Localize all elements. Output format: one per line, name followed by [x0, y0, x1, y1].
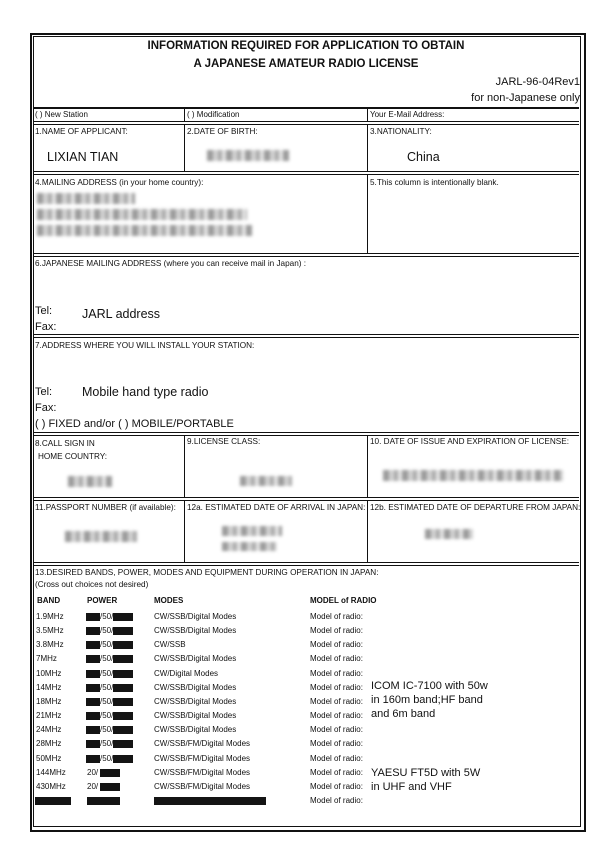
model-of-radio-label: Model of radio:	[310, 711, 363, 720]
issue-expiry-redacted	[383, 470, 563, 481]
power-cell: /50/	[100, 697, 114, 706]
power-redacted	[86, 670, 100, 678]
modes-cell: CW/SSB/FM/Digital Modes	[154, 768, 251, 777]
band-cell: 18MHz	[36, 697, 62, 706]
modes-cell: CW/SSB/FM/Digital Modes	[154, 782, 251, 791]
for-non-japanese-note: for non-Japanese only	[471, 92, 580, 104]
model-of-radio-label: Model of radio:	[310, 697, 363, 706]
modes-cell: CW/SSB/Digital Modes	[154, 697, 237, 706]
power-redacted	[113, 641, 133, 649]
model-of-radio-label: Model of radio:	[310, 626, 363, 635]
nationality-label: 3.NATIONALITY:	[370, 127, 432, 136]
power-cell: /50/	[100, 754, 114, 763]
band-redacted	[35, 797, 71, 805]
power-cell: /50/	[100, 711, 114, 720]
install-tel-label: Tel:	[35, 386, 53, 398]
power-cell: /50/	[100, 739, 114, 748]
modes-cell: CW/SSB/FM/Digital Modes	[154, 754, 251, 763]
modes-cell: CW/SSB	[154, 640, 186, 649]
band-cell: 50MHz	[36, 754, 62, 763]
band-cell: 1.9MHz	[36, 612, 64, 621]
band-cell: 28MHz	[36, 739, 62, 748]
band-cell: 144MHz	[36, 768, 66, 777]
power-redacted	[100, 769, 120, 777]
model-of-radio-label: Model of radio:	[310, 669, 363, 678]
model-of-radio-label: Model of radio:	[310, 739, 363, 748]
modes-cell: CW/SSB/Digital Modes	[154, 612, 237, 621]
power-redacted	[113, 684, 133, 692]
form-code: JARL-96-04Rev1	[495, 76, 580, 88]
power-redacted	[113, 655, 133, 663]
hf-radio-note-2: in 160m band;HF band	[371, 694, 483, 706]
dob-redacted	[207, 150, 289, 161]
jp-tel-label: Tel:	[35, 305, 53, 317]
power-cell: /50/	[100, 612, 114, 621]
model-of-radio-label: Model of radio:	[310, 782, 363, 791]
power-cell: /50/	[100, 640, 114, 649]
power-redacted	[86, 755, 100, 763]
passport-redacted	[65, 531, 137, 542]
power-redacted	[86, 712, 100, 720]
power-cell: /50/	[100, 626, 114, 635]
band-cell: 24MHz	[36, 725, 62, 734]
form-title-line-1: INFORMATION REQUIRED FOR APPLICATION TO OBTAIN	[147, 40, 465, 52]
model-of-radio-label: Model of radio:	[310, 754, 363, 763]
power-redacted	[86, 698, 100, 706]
dob-label: 2.DATE OF BIRTH:	[187, 127, 258, 136]
power-redacted	[113, 740, 133, 748]
departure-redacted	[425, 529, 473, 539]
modes-cell: CW/SSB/Digital Modes	[154, 711, 237, 720]
power-redacted	[100, 783, 120, 791]
model-of-radio-label: Model of radio:	[310, 768, 363, 777]
modes-cell: CW/SSB/Digital Modes	[154, 725, 237, 734]
issue-expiry-label: 10. DATE OF ISSUE AND EXPIRATION OF LICENSE:	[370, 437, 569, 446]
callsign-redacted	[68, 476, 112, 487]
power-redacted	[86, 627, 100, 635]
band-cell: 21MHz	[36, 711, 62, 720]
new-station-option[interactable]: ( ) New Station	[35, 110, 88, 119]
jp-tel-value: JARL address	[82, 307, 161, 321]
power-cell: /50/	[100, 654, 114, 663]
passport-label: 11.PASSPORT NUMBER (if available):	[35, 503, 176, 512]
modes-cell: CW/Digital Modes	[154, 669, 219, 678]
install-address-label: 7.ADDRESS WHERE YOU WILL INSTALL YOUR STATION:	[35, 341, 255, 350]
model-header: MODEL of RADIO	[310, 596, 377, 605]
power-cell: 20/	[87, 782, 99, 791]
power-redacted	[113, 670, 133, 678]
power-redacted	[86, 641, 100, 649]
power-cell: /50/	[100, 683, 114, 692]
power-cell: /50/	[100, 725, 114, 734]
power-redacted	[86, 740, 100, 748]
mailing-address-redacted	[37, 193, 135, 204]
jp-fax-label: Fax:	[35, 321, 57, 333]
form-title-line-2: A JAPANESE AMATEUR RADIO LICENSE	[193, 58, 419, 70]
bands-note: (Cross out choices not desired)	[35, 580, 149, 589]
power-redacted	[87, 797, 120, 805]
power-cell: 20/	[87, 768, 99, 777]
license-class-label: 9.LICENSE CLASS:	[187, 437, 261, 446]
modes-cell: CW/SSB/Digital Modes	[154, 626, 237, 635]
model-of-radio-label: Model of radio:	[310, 640, 363, 649]
nationality-value: China	[407, 150, 440, 164]
model-of-radio-label: Model of radio:	[310, 725, 363, 734]
callsign-label-1: 8.CALL SIGN IN	[35, 439, 95, 448]
model-of-radio-label: Model of radio:	[310, 612, 363, 621]
band-cell: 3.8MHz	[36, 640, 64, 649]
modification-option[interactable]: ( ) Modification	[187, 110, 240, 119]
model-of-radio-label: Model of radio:	[310, 654, 363, 663]
email-label: Your E-Mail Address:	[370, 110, 445, 119]
band-cell: 430MHz	[36, 782, 66, 791]
mailing-address-label: 4.MAILING ADDRESS (in your home country):	[35, 178, 204, 187]
modes-cell: CW/SSB/Digital Modes	[154, 683, 237, 692]
jp-mailing-label: 6.JAPANESE MAILING ADDRESS (where you can receive mail in Japan) :	[35, 259, 307, 268]
arrival-redacted	[222, 526, 282, 536]
modes-cell: CW/SSB/Digital Modes	[154, 654, 237, 663]
model-of-radio-label: Model of radio:	[310, 683, 363, 692]
band-cell: 14MHz	[36, 683, 62, 692]
name-label: 1.NAME OF APPLICANT:	[35, 127, 128, 136]
column-5-note: 5.This column is intentionally blank.	[370, 178, 499, 187]
power-redacted	[113, 712, 133, 720]
departure-label: 12b. ESTIMATED DATE OF DEPARTURE FROM JAPAN:	[370, 503, 581, 512]
arrival-label: 12a. ESTIMATED DATE OF ARRIVAL IN JAPAN:	[187, 503, 366, 512]
modes-redacted	[154, 797, 266, 805]
power-redacted	[113, 627, 133, 635]
power-cell: /50/	[100, 669, 114, 678]
band-header: BAND	[37, 596, 61, 605]
bands-label: 13.DESIRED BANDS, POWER, MODES AND EQUIPMENT DURING OPERATION IN JAPAN:	[35, 568, 379, 577]
power-redacted	[86, 655, 100, 663]
power-redacted	[113, 698, 133, 706]
hf-radio-note-3: and 6m band	[371, 708, 436, 720]
name-value: LIXIAN TIAN	[47, 150, 119, 164]
power-redacted	[113, 613, 133, 621]
install-tel-value: Mobile hand type radio	[82, 385, 209, 399]
fixed-mobile-option[interactable]: ( ) FIXED and/or ( ) MOBILE/PORTABLE	[35, 418, 234, 430]
license-class-redacted	[240, 476, 292, 486]
modes-cell: CW/SSB/FM/Digital Modes	[154, 739, 251, 748]
power-redacted	[86, 726, 100, 734]
band-cell: 7MHz	[36, 654, 57, 663]
vhf-radio-note-2: in UHF and VHF	[371, 781, 452, 793]
band-cell: 10MHz	[36, 669, 62, 678]
modes-header: MODES	[154, 596, 184, 605]
callsign-label-2: HOME COUNTRY:	[38, 452, 107, 461]
vhf-radio-note-1: YAESU FT5D with 5W	[371, 767, 481, 779]
power-header: POWER	[87, 596, 118, 605]
model-of-radio-label: Model of radio:	[310, 796, 363, 805]
power-redacted	[86, 613, 100, 621]
hf-radio-note-1: ICOM IC-7100 with 50w	[371, 680, 488, 692]
power-redacted	[113, 755, 133, 763]
power-redacted	[86, 684, 100, 692]
band-cell: 3.5MHz	[36, 626, 64, 635]
power-redacted	[113, 726, 133, 734]
install-fax-label: Fax:	[35, 402, 57, 414]
